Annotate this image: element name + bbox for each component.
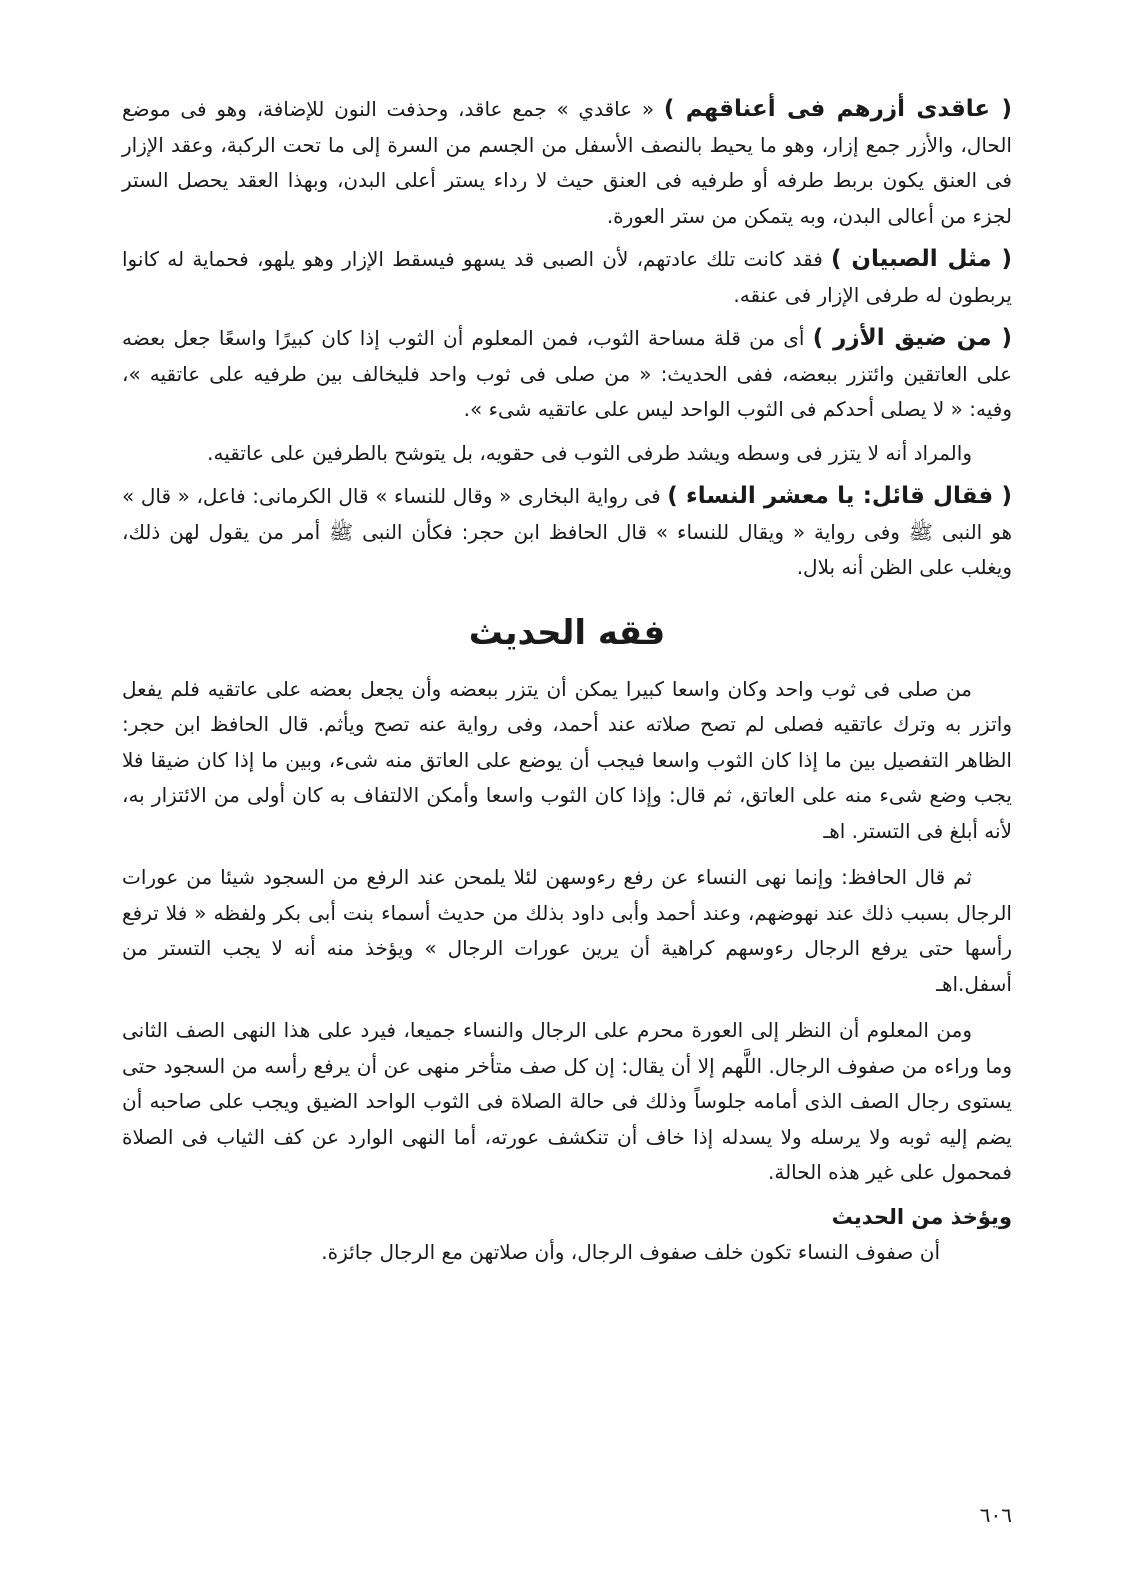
page-number: ٦٠٦ <box>979 1503 1012 1527</box>
commentary-paragraph-1 <box>122 92 1012 234</box>
quoted-term: ( فقال قائل: يا معشر النساء ) <box>667 483 1012 509</box>
fiqh-paragraph-1: من صلى فى ثوب واحد وكان واسعا كبيرا يمكن أن يتزر ببعضه وأن يجعل بعضه على عاتقيه فلم يفعل واتزر به وترك عاتقيه فصلى لم تصح صلاته عند أحمد، وفى رواية عنه تصح ويأثم. قال الحافظ ابن حجر: الظاهر التفصيل بين ما إذا كان الثوب واسعا فيجب أن يوضع على العاتق منه شىء، وبين ما إذا كان ضيقا فلا يجب وضع شىء منه على العاتق، ثم قال: وإذا كان الثوب واسعا وأمكن الالتفاف به كان أولى من الائتزار به، لأنه أبلغ فى التستر. اهـ <box>122 676 1012 843</box>
quoted-term: ( من ضيق الأزر ) <box>812 325 1013 351</box>
commentary-paragraph-5 <box>122 479 1012 586</box>
commentary-text: فى رواية البخارى « وقال للنساء » قال الكرمانى: فاعل، « قال » هو النبى ﷺ وفى رواية « ويقال للنساء » قال الحافظ ابن حجر: فكأن النبى ﷺ أمر من يقول لهن ذلك، ويغلب على الظن أنه بلال. <box>122 484 1012 579</box>
quoted-term: ( عاقدى أزرهم فى أعناقهم ) <box>663 96 1012 122</box>
commentary-text: فقد كانت تلك عادتهم، لأن الصبى قد يسهو فيسقط الإزار وهو يلهو، فحماية له كانوا يربطون له طرفى الإزار فى عنقه. <box>122 247 1012 307</box>
commentary-text: « عاقدي » جمع عاقد، وحذفت النون للإضافة، وهو فى موضع الحال، والأزر جمع إزار، وهو ما يحيط بالنصف الأسفل من الجسم من السرة إلى ما تحت الركبة، وعقد الإزار فى العنق يكون بربط طرفه أو طرفيه فى العنق حيث لا رداء يستر أعلى البدن، وبهذا العقد يحصل الستر لجزء من أعالى البدن، وبه يتمكن من ستر العورة. <box>122 97 1012 228</box>
section-heading: فقه الحديث <box>468 612 666 653</box>
subheading: ويؤخذ من الحديث <box>831 1204 1012 1229</box>
page-body <box>122 92 1012 1271</box>
commentary-text: أى من قلة مساحة الثوب، فمن المعلوم أن الثوب إذا كان كبيرًا واسعًا جعل بعضه على العاتقين وائتزر ببعضه، ففى الحديث: « من صلى فى ثوب واحد فليخالف بين طرفيه على عاتقيه »، وفيه: « لا يصلى أحدكم فى الثوب الواحد ليس على عاتقيه شىء ». <box>122 326 1012 421</box>
fiqh-paragraph-4: أن صفوف النساء تكون خلف صفوف الرجال، وأن صلاتهن مع الرجال جائزة. <box>321 1240 940 1264</box>
fiqh-paragraph-3: ومن المعلوم أن النظر إلى العورة محرم على الرجال والنساء جميعا، فيرد على هذا النهى الصف الثانى وما وراءه من صفوف الرجال. اللَّهم إلا أن يقال: إن كل صف متأخر منهى عن أن يرفع رأسه من السجود حتى يستوى رجال الصف الذى أمامه جلوساً وذلك فى حالة الصلاة فى الثوب الواحد الضيق ويجب على صاحبه أن يضم إليه ثوبه ولا يرسله ولا يسدله إذا خاف أن تنكشف عورته، أما النهى الوارد عن كف الثياب فى الصلاة فمحمول على غير هذه الحالة. <box>122 1018 1012 1184</box>
commentary-paragraph-4: والمراد أنه لا يتزر فى وسطه ويشد طرفى الثوب فى حقويه، بل يتوشح بالطرفين على عاتقيه. <box>207 440 972 465</box>
fiqh-paragraph-2: ثم قال الحافظ: وإنما نهى النساء عن رفع رءوسهن لئلا يلمحن عند الرفع من السجود شيئا من عورات الرجال بسبب ذلك عند نهوضهم، وعند أحمد وأبى داود بذلك من حديث أسماء بنت أبى بكر ولفظه « فلا ترفع رأسها حتى يرفع الرجال رءوسهم كراهية أن يرين عورات الرجال » ويؤخذ منه أنه لا يجب التستر من أسفل.اهـ <box>122 865 1012 996</box>
commentary-paragraph-3 <box>122 321 1012 428</box>
commentary-paragraph-2 <box>122 242 1012 313</box>
quoted-term: ( مثل الصبيان ) <box>830 246 1012 272</box>
